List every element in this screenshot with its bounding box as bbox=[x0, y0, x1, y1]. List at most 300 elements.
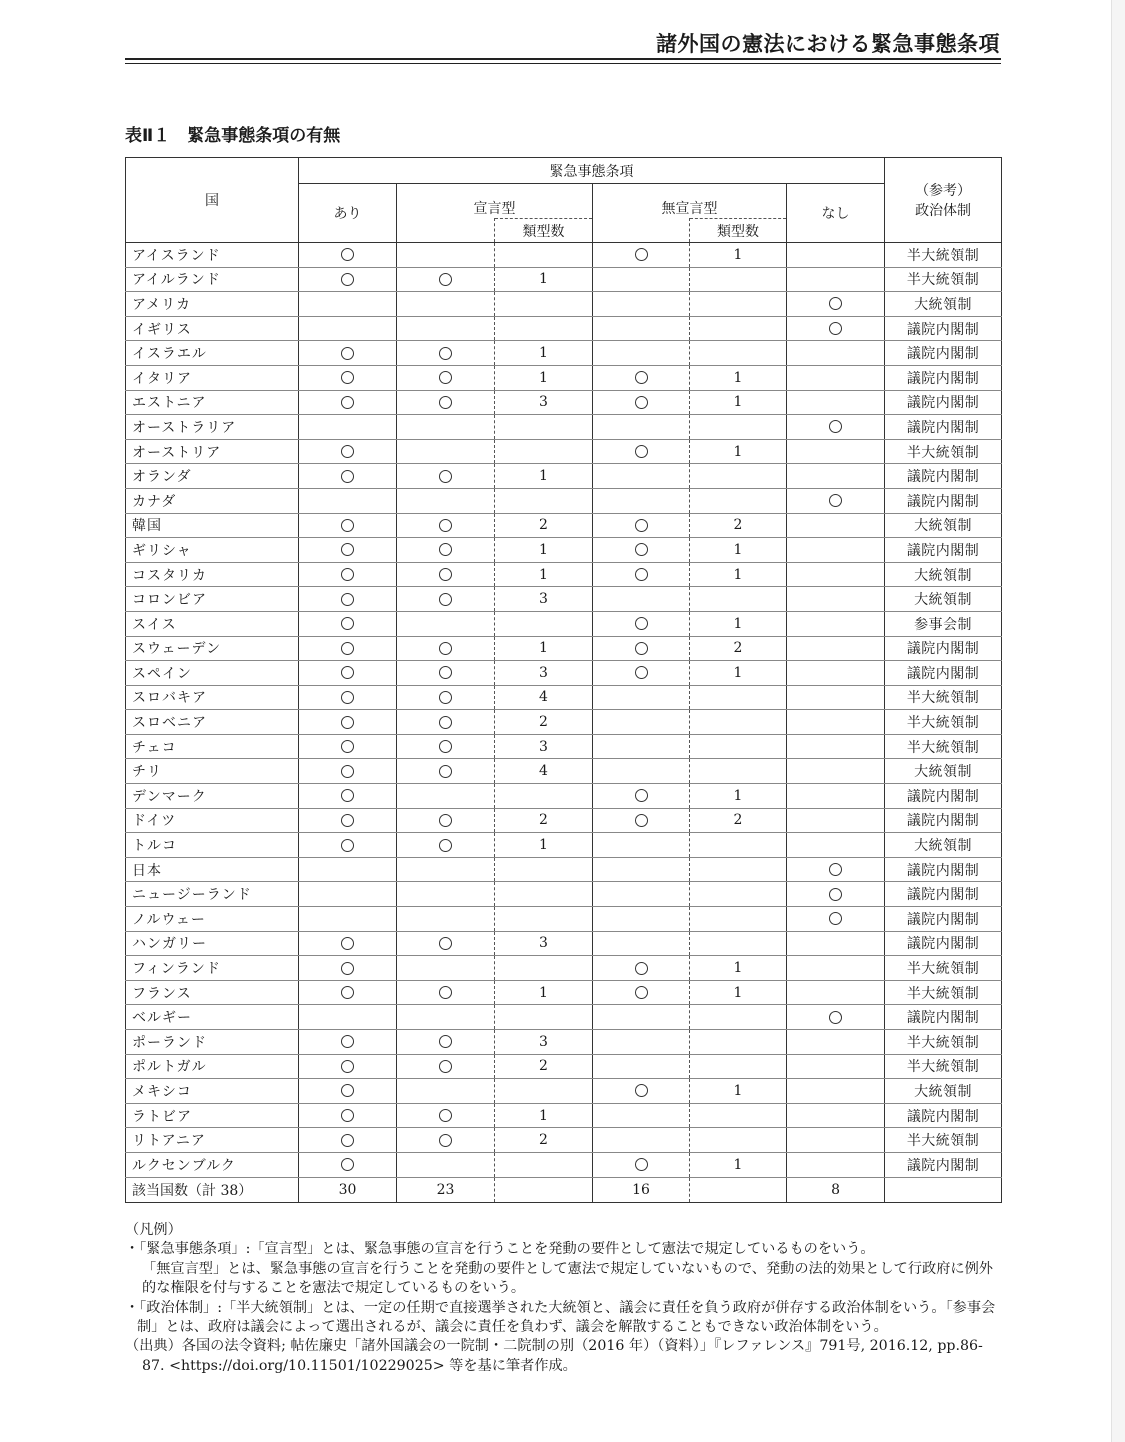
cell-no-declaration-count: 1 bbox=[690, 1079, 787, 1104]
table-row bbox=[126, 980, 1002, 1005]
cell-declaration-count: 3 bbox=[495, 1030, 593, 1055]
table-row bbox=[126, 1079, 1002, 1104]
cell-political-system: 大統領制 bbox=[885, 292, 1002, 317]
cell-ari bbox=[299, 931, 397, 956]
cell-no-declaration-count: 1 bbox=[690, 956, 787, 981]
cell-no-declaration bbox=[593, 415, 690, 440]
cell-political-system: 半大統領制 bbox=[885, 710, 1002, 735]
cell-country: 日本 bbox=[126, 857, 299, 882]
circle-mark-icon bbox=[635, 789, 648, 802]
cell-declaration-count bbox=[495, 415, 593, 440]
cell-declaration bbox=[397, 784, 495, 809]
cell-country: オーストラリア bbox=[126, 415, 299, 440]
cell-ari bbox=[299, 734, 397, 759]
cell-declaration-count: 1 bbox=[495, 562, 593, 587]
cell-none bbox=[787, 833, 885, 858]
cell-none bbox=[787, 562, 885, 587]
cell-no-declaration-count: 1 bbox=[690, 611, 787, 636]
cell-none bbox=[787, 488, 885, 513]
cell-no-declaration bbox=[593, 759, 690, 784]
cell-country: ラトビア bbox=[126, 1103, 299, 1128]
table-row bbox=[126, 661, 1002, 686]
cell-country: ニュージーランド bbox=[126, 882, 299, 907]
cell-no-declaration-count bbox=[690, 931, 787, 956]
table-row bbox=[126, 562, 1002, 587]
table-row bbox=[126, 1128, 1002, 1153]
cell-no-declaration bbox=[593, 636, 690, 661]
circle-mark-icon bbox=[635, 1158, 648, 1171]
totals-gov bbox=[885, 1177, 1002, 1202]
cell-none bbox=[787, 316, 885, 341]
cell-no-declaration bbox=[593, 439, 690, 464]
cell-no-declaration-count: 1 bbox=[690, 980, 787, 1005]
cell-none bbox=[787, 1128, 885, 1153]
cell-political-system: 大統領制 bbox=[885, 759, 1002, 784]
cell-declaration bbox=[397, 685, 495, 710]
cell-declaration-count: 1 bbox=[495, 464, 593, 489]
header-decl-spacer bbox=[397, 219, 495, 243]
cell-declaration-count: 2 bbox=[495, 710, 593, 735]
cell-declaration bbox=[397, 734, 495, 759]
cell-no-declaration bbox=[593, 611, 690, 636]
cell-political-system: 議院内閣制 bbox=[885, 1005, 1002, 1030]
circle-mark-icon bbox=[439, 519, 452, 532]
table-row bbox=[126, 464, 1002, 489]
cell-no-declaration bbox=[593, 833, 690, 858]
circle-mark-icon bbox=[341, 519, 354, 532]
cell-none bbox=[787, 587, 885, 612]
cell-no-declaration bbox=[593, 1005, 690, 1030]
cell-no-declaration bbox=[593, 1128, 690, 1153]
cell-no-declaration-count bbox=[690, 685, 787, 710]
cell-country: ルクセンブルク bbox=[126, 1152, 299, 1177]
cell-none bbox=[787, 882, 885, 907]
cell-declaration-count: 1 bbox=[495, 833, 593, 858]
circle-mark-icon bbox=[439, 371, 452, 384]
cell-no-declaration-count: 1 bbox=[690, 365, 787, 390]
circle-mark-icon bbox=[439, 1035, 452, 1048]
cell-political-system: 半大統領制 bbox=[885, 980, 1002, 1005]
circle-mark-icon bbox=[341, 986, 354, 999]
cell-no-declaration bbox=[593, 808, 690, 833]
cell-no-declaration-count bbox=[690, 415, 787, 440]
table-row bbox=[126, 784, 1002, 809]
cell-political-system: 大統領制 bbox=[885, 562, 1002, 587]
cell-political-system: 議院内閣制 bbox=[885, 316, 1002, 341]
cell-country: コスタリカ bbox=[126, 562, 299, 587]
cell-none bbox=[787, 808, 885, 833]
notes bbox=[125, 1221, 1005, 1376]
circle-mark-icon bbox=[829, 888, 842, 901]
circle-mark-icon bbox=[635, 1084, 648, 1097]
cell-declaration bbox=[397, 267, 495, 292]
cell-political-system: 議院内閣制 bbox=[885, 882, 1002, 907]
cell-no-declaration-count bbox=[690, 316, 787, 341]
table-row bbox=[126, 1103, 1002, 1128]
circle-mark-icon bbox=[341, 937, 354, 950]
cell-no-declaration bbox=[593, 956, 690, 981]
cell-country: スロバキア bbox=[126, 685, 299, 710]
cell-declaration-count: 4 bbox=[495, 759, 593, 784]
cell-declaration-count: 3 bbox=[495, 390, 593, 415]
circle-mark-icon bbox=[439, 1060, 452, 1073]
cell-no-declaration-count bbox=[690, 759, 787, 784]
header-rule-bottom bbox=[125, 63, 1001, 64]
cell-ari bbox=[299, 365, 397, 390]
cell-political-system: 議院内閣制 bbox=[885, 538, 1002, 563]
cell-none bbox=[787, 464, 885, 489]
cell-ari bbox=[299, 1054, 397, 1079]
cell-declaration-count bbox=[495, 882, 593, 907]
cell-declaration bbox=[397, 587, 495, 612]
circle-mark-icon bbox=[829, 912, 842, 925]
cell-declaration bbox=[397, 488, 495, 513]
cell-no-declaration-count bbox=[690, 857, 787, 882]
cell-none bbox=[787, 1152, 885, 1177]
cell-no-declaration-count bbox=[690, 292, 787, 317]
cell-no-declaration bbox=[593, 341, 690, 366]
cell-declaration-count: 1 bbox=[495, 636, 593, 661]
cell-no-declaration bbox=[593, 882, 690, 907]
cell-ari bbox=[299, 243, 397, 268]
circle-mark-icon bbox=[341, 740, 354, 753]
cell-none bbox=[787, 267, 885, 292]
cell-none bbox=[787, 1079, 885, 1104]
table-row bbox=[126, 956, 1002, 981]
circle-mark-icon bbox=[341, 347, 354, 360]
cell-ari bbox=[299, 538, 397, 563]
table-row bbox=[126, 1152, 1002, 1177]
cell-country: スロベニア bbox=[126, 710, 299, 735]
circle-mark-icon bbox=[829, 322, 842, 335]
cell-declaration bbox=[397, 882, 495, 907]
cell-declaration bbox=[397, 1005, 495, 1030]
circle-mark-icon bbox=[635, 519, 648, 532]
cell-political-system: 議院内閣制 bbox=[885, 1152, 1002, 1177]
cell-none bbox=[787, 636, 885, 661]
cell-ari bbox=[299, 1079, 397, 1104]
cell-declaration-count: 3 bbox=[495, 661, 593, 686]
cell-political-system: 半大統領制 bbox=[885, 956, 1002, 981]
cell-ari bbox=[299, 1152, 397, 1177]
cell-country: フィンランド bbox=[126, 956, 299, 981]
circle-mark-icon bbox=[341, 1158, 354, 1171]
table-row bbox=[126, 882, 1002, 907]
header-reference-line2: 政治体制 bbox=[915, 203, 972, 219]
cell-political-system: 議院内閣制 bbox=[885, 636, 1002, 661]
cell-declaration bbox=[397, 1079, 495, 1104]
legend-heading: （凡例） bbox=[125, 1222, 182, 1238]
circle-mark-icon bbox=[439, 666, 452, 679]
cell-none bbox=[787, 784, 885, 809]
circle-mark-icon bbox=[439, 937, 452, 950]
circle-mark-icon bbox=[829, 494, 842, 507]
cell-declaration bbox=[397, 980, 495, 1005]
cell-none bbox=[787, 513, 885, 538]
cell-political-system: 半大統領制 bbox=[885, 685, 1002, 710]
cell-country: ノルウェー bbox=[126, 907, 299, 932]
circle-mark-icon bbox=[635, 617, 648, 630]
circle-mark-icon bbox=[635, 814, 648, 827]
circle-mark-icon bbox=[439, 1134, 452, 1147]
circle-mark-icon bbox=[829, 420, 842, 433]
cell-ari bbox=[299, 1030, 397, 1055]
cell-country: エストニア bbox=[126, 390, 299, 415]
cell-political-system: 議院内閣制 bbox=[885, 907, 1002, 932]
circle-mark-icon bbox=[635, 962, 648, 975]
circle-mark-icon bbox=[635, 568, 648, 581]
cell-ari bbox=[299, 661, 397, 686]
circle-mark-icon bbox=[439, 396, 452, 409]
circle-mark-icon bbox=[439, 642, 452, 655]
cell-ari bbox=[299, 513, 397, 538]
circle-mark-icon bbox=[829, 297, 842, 310]
cell-ari bbox=[299, 857, 397, 882]
cell-none bbox=[787, 415, 885, 440]
cell-ari bbox=[299, 1128, 397, 1153]
cell-political-system: 議院内閣制 bbox=[885, 1103, 1002, 1128]
page-edge bbox=[1111, 0, 1125, 1442]
circle-mark-icon bbox=[439, 740, 452, 753]
circle-mark-icon bbox=[341, 273, 354, 286]
cell-no-declaration bbox=[593, 1079, 690, 1104]
cell-none bbox=[787, 292, 885, 317]
table-row bbox=[126, 513, 1002, 538]
cell-no-declaration bbox=[593, 365, 690, 390]
cell-declaration-count: 1 bbox=[495, 1103, 593, 1128]
circle-mark-icon bbox=[439, 814, 452, 827]
table-row bbox=[126, 833, 1002, 858]
cell-ari bbox=[299, 611, 397, 636]
cell-ari bbox=[299, 316, 397, 341]
cell-no-declaration-count: 1 bbox=[690, 784, 787, 809]
legend-political-system: ・「政治体制」:「半大統領制」とは、一定の任期で直接選挙された大統領と、議会に責任を負う政府が併存する政治体制をいう。「参事会制」とは、政府は議会によって選出されるが、議会に責任を負わず、議会を解散することもできない政治体制をいう。 bbox=[125, 1299, 996, 1336]
circle-mark-icon bbox=[635, 396, 648, 409]
table-row bbox=[126, 415, 1002, 440]
circle-mark-icon bbox=[439, 986, 452, 999]
cell-no-declaration-count bbox=[690, 1128, 787, 1153]
cell-country: ポルトガル bbox=[126, 1054, 299, 1079]
table-row bbox=[126, 316, 1002, 341]
header-reference-line1: （参考） bbox=[915, 183, 972, 199]
cell-declaration bbox=[397, 931, 495, 956]
table-row bbox=[126, 1054, 1002, 1079]
cell-country: カナダ bbox=[126, 488, 299, 513]
cell-declaration-count bbox=[495, 857, 593, 882]
circle-mark-icon bbox=[341, 814, 354, 827]
circle-mark-icon bbox=[341, 470, 354, 483]
cell-political-system: 半大統領制 bbox=[885, 1030, 1002, 1055]
cell-declaration-count bbox=[495, 611, 593, 636]
cell-political-system: 大統領制 bbox=[885, 833, 1002, 858]
cell-country: ドイツ bbox=[126, 808, 299, 833]
cell-declaration-count bbox=[495, 316, 593, 341]
table-row bbox=[126, 341, 1002, 366]
totals-nodecl-n bbox=[690, 1177, 787, 1202]
cell-no-declaration-count bbox=[690, 1103, 787, 1128]
circle-mark-icon bbox=[341, 1060, 354, 1073]
circle-mark-icon bbox=[341, 1084, 354, 1097]
cell-ari bbox=[299, 587, 397, 612]
cell-ari bbox=[299, 833, 397, 858]
cell-none bbox=[787, 1030, 885, 1055]
circle-mark-icon bbox=[341, 789, 354, 802]
cell-no-declaration bbox=[593, 710, 690, 735]
totals-decl: 23 bbox=[397, 1177, 495, 1202]
cell-ari bbox=[299, 1103, 397, 1128]
cell-declaration bbox=[397, 759, 495, 784]
cell-political-system: 議院内閣制 bbox=[885, 808, 1002, 833]
cell-no-declaration-count: 1 bbox=[690, 1152, 787, 1177]
cell-ari bbox=[299, 907, 397, 932]
cell-political-system: 半大統領制 bbox=[885, 267, 1002, 292]
cell-none bbox=[787, 931, 885, 956]
circle-mark-icon bbox=[635, 642, 648, 655]
circle-mark-icon bbox=[439, 839, 452, 852]
cell-no-declaration bbox=[593, 1152, 690, 1177]
circle-mark-icon bbox=[635, 666, 648, 679]
cell-declaration bbox=[397, 243, 495, 268]
circle-mark-icon bbox=[341, 617, 354, 630]
cell-ari bbox=[299, 1005, 397, 1030]
source-note: （出典）各国の法令資料; 帖佐廉史「諸外国議会の一院制・二院制の別（2016 年）（資料）」『レファレンス』791号, 2016.12, pp.86-87. <https://doi.org/10.11501/10229025> 等を基に筆者作成。 bbox=[125, 1338, 983, 1374]
cell-declaration-count: 4 bbox=[495, 685, 593, 710]
cell-declaration bbox=[397, 316, 495, 341]
circle-mark-icon bbox=[635, 543, 648, 556]
circle-mark-icon bbox=[439, 470, 452, 483]
cell-no-declaration bbox=[593, 316, 690, 341]
cell-political-system: 半大統領制 bbox=[885, 1128, 1002, 1153]
cell-no-declaration-count bbox=[690, 267, 787, 292]
cell-none bbox=[787, 907, 885, 932]
cell-country: リトアニア bbox=[126, 1128, 299, 1153]
cell-no-declaration bbox=[593, 513, 690, 538]
cell-political-system: 議院内閣制 bbox=[885, 661, 1002, 686]
cell-no-declaration-count bbox=[690, 734, 787, 759]
cell-political-system: 議院内閣制 bbox=[885, 365, 1002, 390]
cell-political-system: 半大統領制 bbox=[885, 243, 1002, 268]
cell-country: イスラエル bbox=[126, 341, 299, 366]
running-title: 諸外国の憲法における緊急事態条項 bbox=[656, 32, 1000, 56]
cell-declaration bbox=[397, 415, 495, 440]
cell-declaration bbox=[397, 907, 495, 932]
cell-political-system: 議院内閣制 bbox=[885, 931, 1002, 956]
cell-no-declaration-count bbox=[690, 464, 787, 489]
cell-country: イタリア bbox=[126, 365, 299, 390]
cell-country: スウェーデン bbox=[126, 636, 299, 661]
table-row bbox=[126, 488, 1002, 513]
cell-no-declaration bbox=[593, 931, 690, 956]
cell-none bbox=[787, 243, 885, 268]
cell-declaration bbox=[397, 365, 495, 390]
cell-political-system: 参事会制 bbox=[885, 611, 1002, 636]
circle-mark-icon bbox=[635, 248, 648, 261]
header-nashi: なし bbox=[787, 184, 885, 243]
cell-declaration bbox=[397, 562, 495, 587]
cell-country: スイス bbox=[126, 611, 299, 636]
table-row bbox=[126, 710, 1002, 735]
circle-mark-icon bbox=[341, 691, 354, 704]
cell-none bbox=[787, 341, 885, 366]
circle-mark-icon bbox=[341, 716, 354, 729]
cell-none bbox=[787, 439, 885, 464]
cell-declaration-count: 1 bbox=[495, 267, 593, 292]
cell-declaration-count: 1 bbox=[495, 538, 593, 563]
cell-none bbox=[787, 1103, 885, 1128]
circle-mark-icon bbox=[341, 839, 354, 852]
cell-declaration bbox=[397, 464, 495, 489]
table-row bbox=[126, 587, 1002, 612]
cell-declaration bbox=[397, 611, 495, 636]
cell-political-system: 議院内閣制 bbox=[885, 464, 1002, 489]
cell-no-declaration-count bbox=[690, 833, 787, 858]
totals-nodecl: 16 bbox=[593, 1177, 690, 1202]
cell-ari bbox=[299, 439, 397, 464]
table-row bbox=[126, 734, 1002, 759]
cell-declaration-count: 2 bbox=[495, 513, 593, 538]
cell-none bbox=[787, 734, 885, 759]
cell-declaration bbox=[397, 1128, 495, 1153]
circle-mark-icon bbox=[439, 347, 452, 360]
cell-no-declaration-count: 1 bbox=[690, 390, 787, 415]
cell-no-declaration-count: 2 bbox=[690, 636, 787, 661]
cell-no-declaration-count: 2 bbox=[690, 513, 787, 538]
cell-country: ハンガリー bbox=[126, 931, 299, 956]
cell-none bbox=[787, 365, 885, 390]
cell-no-declaration-count bbox=[690, 488, 787, 513]
totals-label: 該当国数（計 38） bbox=[126, 1177, 299, 1202]
cell-country: チリ bbox=[126, 759, 299, 784]
cell-no-declaration bbox=[593, 243, 690, 268]
cell-no-declaration bbox=[593, 857, 690, 882]
circle-mark-icon bbox=[341, 568, 354, 581]
cell-political-system: 議院内閣制 bbox=[885, 415, 1002, 440]
table-row bbox=[126, 611, 1002, 636]
cell-no-declaration-count bbox=[690, 907, 787, 932]
circle-mark-icon bbox=[341, 593, 354, 606]
legend-no-declaration: 「無宣言型」とは、緊急事態の宣言を行うことを発動の要件として憲法で規定していないもので、発動の法的効果として行政府に例外的な権限を付与することを憲法で規定しているものをいう。 bbox=[142, 1260, 993, 1297]
cell-political-system: 半大統領制 bbox=[885, 1054, 1002, 1079]
totals-decl-n bbox=[495, 1177, 593, 1202]
cell-declaration bbox=[397, 341, 495, 366]
cell-declaration-count bbox=[495, 1152, 593, 1177]
cell-country: チェコ bbox=[126, 734, 299, 759]
circle-mark-icon bbox=[829, 1011, 842, 1024]
cell-declaration bbox=[397, 808, 495, 833]
cell-country: 韓国 bbox=[126, 513, 299, 538]
cell-political-system: 議院内閣制 bbox=[885, 784, 1002, 809]
cell-none bbox=[787, 538, 885, 563]
cell-no-declaration bbox=[593, 488, 690, 513]
table-row bbox=[126, 292, 1002, 317]
cell-declaration-count bbox=[495, 439, 593, 464]
circle-mark-icon bbox=[439, 691, 452, 704]
cell-none bbox=[787, 1054, 885, 1079]
table-body bbox=[126, 243, 1002, 1178]
circle-mark-icon bbox=[829, 863, 842, 876]
cell-no-declaration-count bbox=[690, 882, 787, 907]
cell-political-system: 議院内閣制 bbox=[885, 857, 1002, 882]
table-row bbox=[126, 808, 1002, 833]
cell-declaration-count: 2 bbox=[495, 1128, 593, 1153]
table-row bbox=[126, 907, 1002, 932]
cell-no-declaration-count: 1 bbox=[690, 243, 787, 268]
header-ari: あり bbox=[299, 184, 397, 243]
cell-country: デンマーク bbox=[126, 784, 299, 809]
cell-ari bbox=[299, 636, 397, 661]
table-row bbox=[126, 538, 1002, 563]
cell-ari bbox=[299, 267, 397, 292]
